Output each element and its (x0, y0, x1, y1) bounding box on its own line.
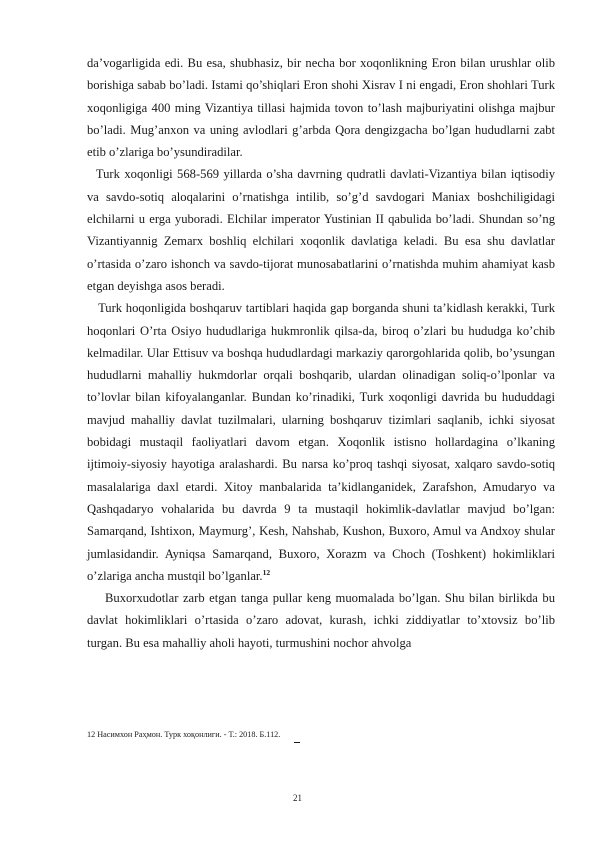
paragraph-1-text: da’vogarligida edi. Bu esa, shubhasiz, bir necha bor xoqonlikning Eron bilan urushlar olib borishiga sabab bo’ladi. Istami qo’shiqlari Eron shohi Xisrav I ni engadi, Eron shohlari Turk xoqonligiga 400 ming Vizantiya tillasi hajmida tovon to’lash majburiyatini olishga majbur bo’ladi. Mug’anxon va uning avlodlari g’arbda Qora dengizgacha bo’lgan hududlarni zabt etib o’zlariga bo’ysundiradilar. (87, 56, 555, 160)
paragraph-3-text: Turk hoqonligida boshqaruv tartiblari haqida gap borganda shuni ta’kidlash kerakki, Turk hoqonlari O’rta Osiyo hududlariga hukmronlik qilsa-da, biroq o’zlari bu hududga ko’chib kelmadilar. Ular Ettisuv va boshqa hududlardagi markaziy qarorgohlarida qolib, bo’ysungan hududlarni mahalliy hukmdorlar orqali boshqarib, ulardan olinadigan soliq-o’lponlar va to’lovlar bilan kifoyalanganlar. Bundan ko’rinadiki, Turk xoqonligi davrida bu hududdagi mavjud mahalliy davlat tuzilmalari, ularning boshqaruv tizimlari saqlanib, ichki siyosat bobidagi mustaqil faoliyatlari davom etgan. Xoqonlik istisno hollardagina o’lkaning ijtimoiy-siyosiy hayotiga aralashardi. Bu narsa ko’proq tashqi siyosat, xalqaro savdo-sotiq masalalariga daxl etardi. Xitoy manbalarida ta’kidlanganidek, Zarafshon, Amudaryo va Qashqadaryo vohalarida bu davrda 9 ta mustaqil hokimlik-davlatlar mavjud bo’lgan: Samarqand, Ishtixon, Maymurg’, Kesh, Nahshab, Kushon, Buxoro, Amul va Andxoy shular jumlasidandir. Ayniqsa Samarqand, Buxoro, Xorazm va Choch (Toshkent) hokimliklari o’zlariga ancha mustqil bo’lganlar. (87, 301, 559, 583)
footnote: 12 Насимхон Раҳмон. Турк хоқонлиги. - Т.: 2018. Б.112. (87, 730, 281, 739)
footnote-reference[interactable]: 12 (262, 567, 271, 577)
page-number: 21 (293, 793, 302, 803)
paragraph-2 (87, 163, 559, 297)
paragraph-1 (87, 52, 555, 163)
paragraph-4-text: Buxorxudotlar zarb etgan tanga pullar keng muomalada bo’lgan. Shu bilan birlikda bu davlat hokimliklari o’rtasida o’zaro adovat, kurash, ichki ziddiyatlar to’xtovsiz bo’lib turgan. Bu esa mahalliy aholi hayoti, turmushini nochor ahvolga (87, 591, 559, 650)
paragraph-4 (87, 587, 559, 654)
footnote-divider (294, 742, 300, 743)
paragraph-3 (87, 297, 559, 587)
paragraph-2-text: Turk xoqonligi 568-569 yillarda o’sha davrning qudratli davlati-Vizantiya bilan iqtisodiy va savdo-sotiq aloqalarini o’rnatishga intilib, so’g’d savdogari Maniax boshchiligidagi elchilarni u erga yuboradi. Elchilar imperator Yustinian II qabulida bo’ladi. Shundan so’ng Vizantiyannig Zemarx boshliq elchilari xoqonlik davlatiga keladi. Bu esa shu davlatlar o’rtasida o’zaro ishonch va savdo-tijorat munosabatlarini o’rnatishda muhim ahamiyat kasb etgan deyishga asos beradi. (87, 167, 559, 293)
document-body (87, 52, 559, 654)
